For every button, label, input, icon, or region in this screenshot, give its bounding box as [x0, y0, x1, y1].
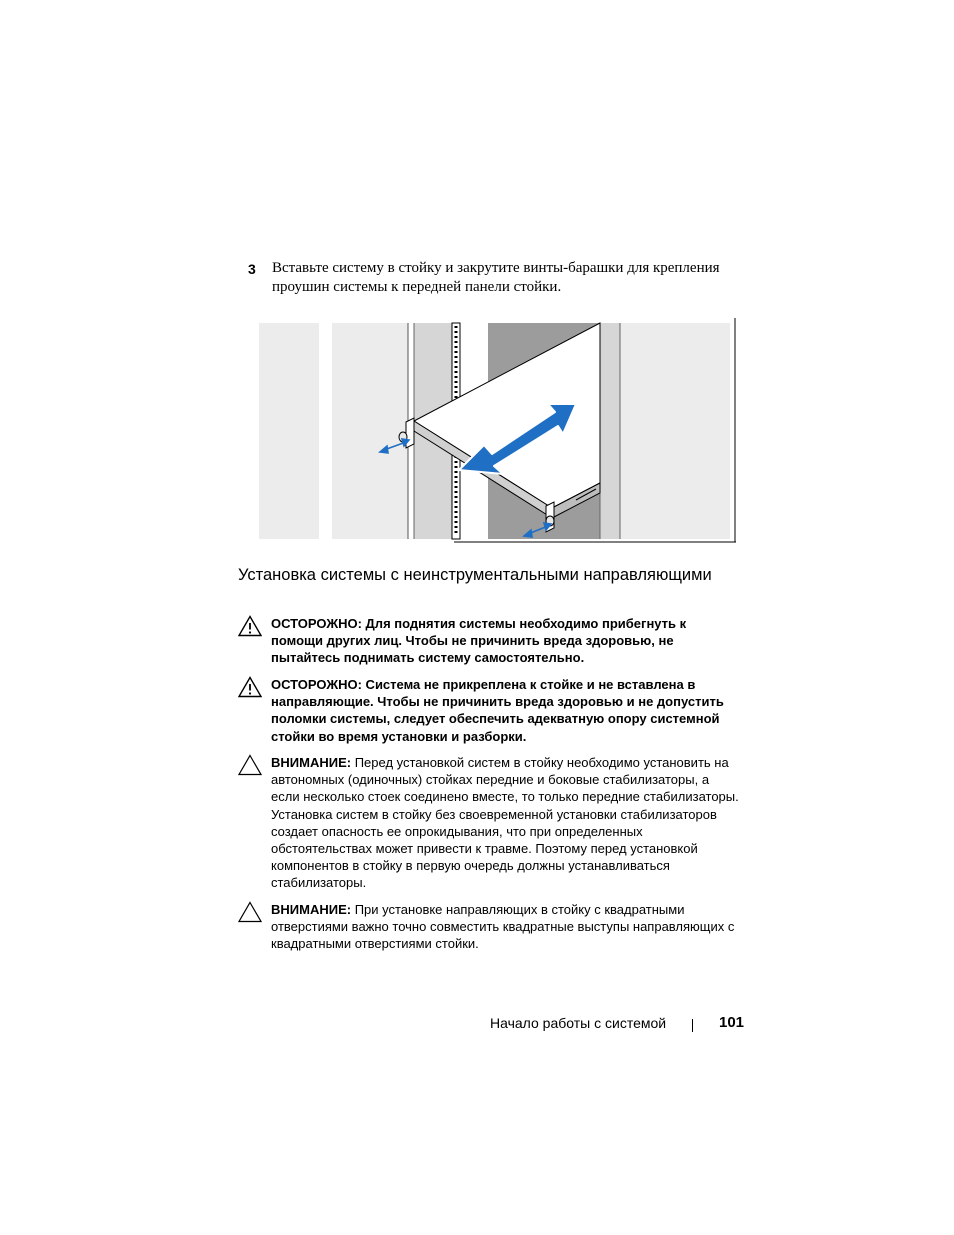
section-heading: Установка системы с неинструментальными направляющими [238, 566, 712, 584]
caution-label: ВНИМАНИЕ: [271, 902, 352, 917]
warning-label: ОСТОРОЖНО: [271, 677, 362, 692]
warning-text [271, 676, 741, 745]
caution-triangle-icon [238, 901, 262, 923]
warning-label: ОСТОРОЖНО: [271, 616, 362, 631]
caution-text [271, 754, 741, 892]
warning-body: Для поднятия системы необходимо прибегнуть к помощи других лиц. Чтобы не причинить вреда здоровью, не пытайтесь поднимать систему самостоятельно. [271, 616, 687, 666]
rack-install-figure [256, 318, 738, 544]
caution-label: ВНИМАНИЕ: [271, 755, 352, 770]
caution-triangle-icon [238, 754, 262, 776]
warning-body: Система не прикреплена к стойке и не вставлена в направляющие. Чтобы не причинить вреда здоровью и не допустить поломки системы, следует обеспечить адекватную опору системной стойки во время установки и разборки. [271, 677, 724, 744]
warning-triangle-icon [238, 615, 262, 637]
caution-body: Перед установкой систем в стойку необходимо установить на автономных (одиночных) стойках передние и боковые стабилизаторы, а если несколько стоек соединено вместе, то только передние стабилизаторы. Установка систем в стойку без своевременной установки стабилизаторов создает опасность ее опрокидывания, что при определенных обстоятельствах может привести к травме. Поэтому перед установкой компонентов в стойку в первую очередь должны устанавливаться стабилизаторы. [271, 755, 739, 891]
rack-panel-right [620, 323, 730, 539]
warning-triangle-icon [238, 676, 262, 698]
caution-body: При установке направляющих в стойку с квадратными отверстиями важно точно совместить квадратные выступы направляющих с квадратными отверстиями стойки. [271, 902, 735, 952]
footer-divider [692, 1019, 693, 1032]
page-number: 101 [719, 1014, 745, 1031]
warning-text [271, 615, 741, 667]
rack-panel-mid [332, 323, 408, 539]
step-number: 3 [248, 261, 256, 277]
caution-text [271, 901, 741, 953]
rack-panel-left [259, 323, 319, 539]
footer-title: Начало работы с системой [490, 1015, 667, 1031]
step-text: Вставьте систему в стойку и закрутите винты-барашки для крепления проушин системы к передней панели стойки. [272, 260, 720, 295]
